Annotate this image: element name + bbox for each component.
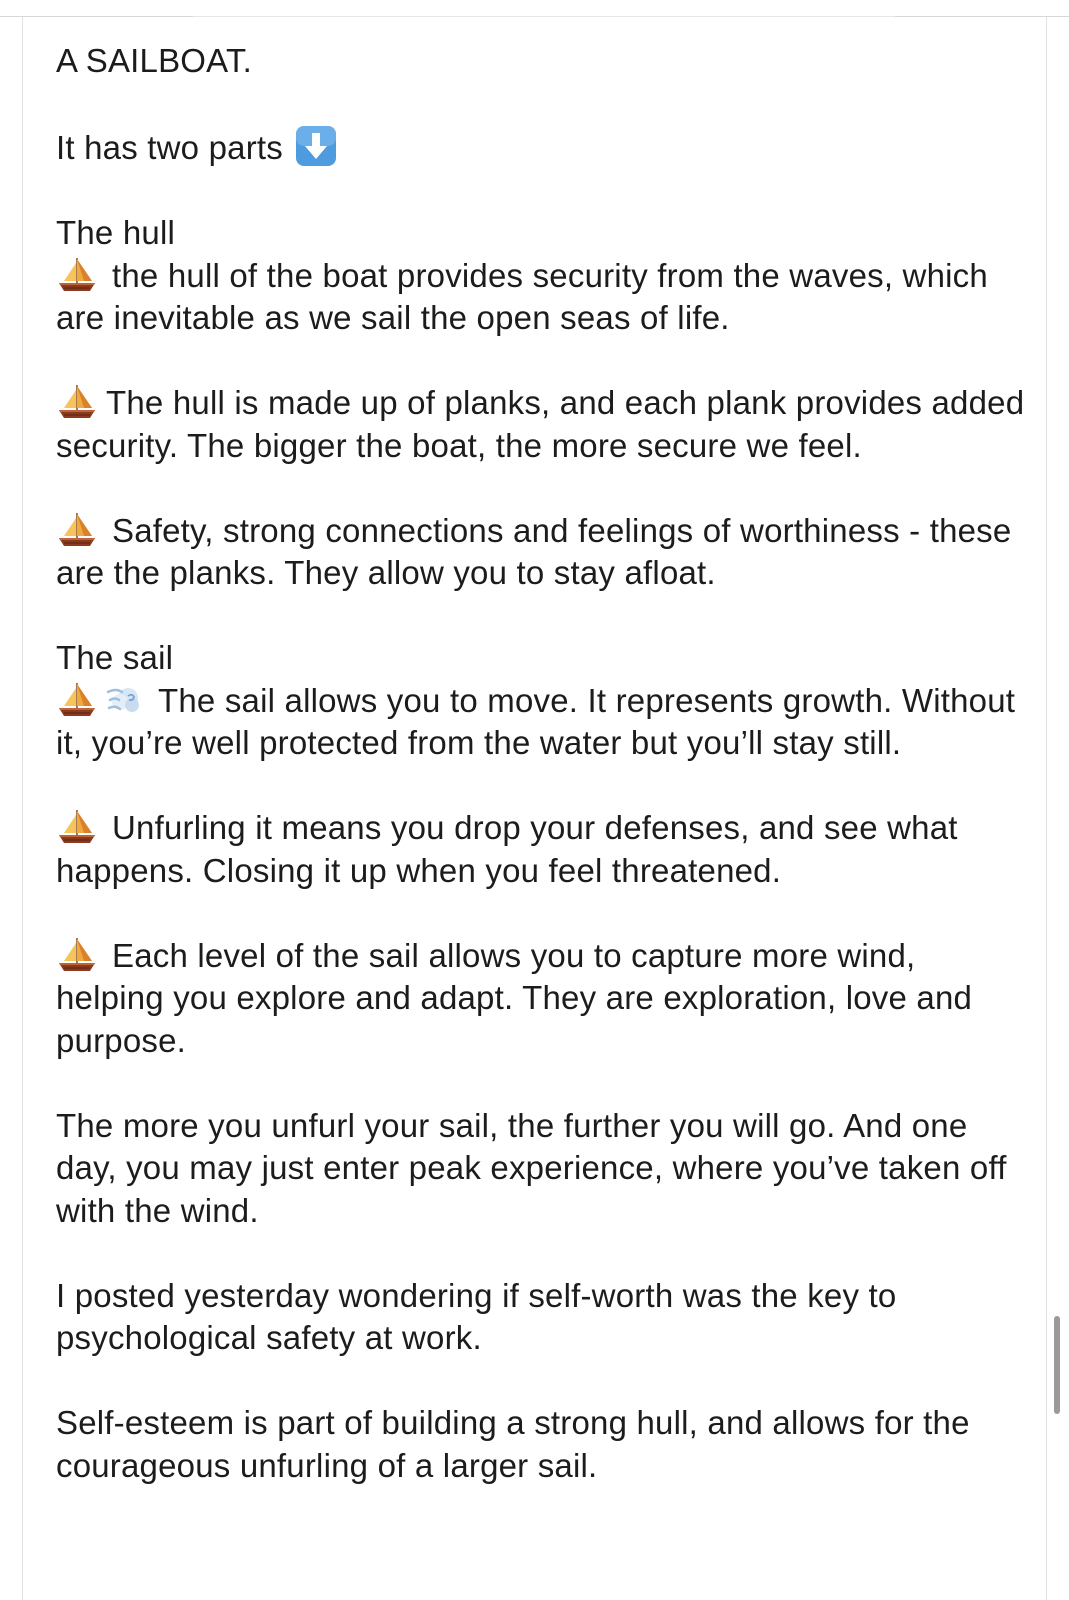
top-divider-highlight <box>193 16 895 17</box>
sail-point-2: Unfurling it means you drop your defenses, and see what happens. Closing it up when you feel threatened. <box>56 809 958 889</box>
sail-point-2-paragraph <box>56 807 1026 892</box>
post-title: A SAILBOAT. <box>56 42 253 79</box>
hull-point-1: the hull of the boat provides security from the waves, which are inevitable as we sail the open seas of life. <box>56 256 988 336</box>
intro-text: It has two parts <box>56 129 283 166</box>
intro-paragraph <box>56 125 1026 170</box>
closing-paragraph-1 <box>56 1105 1026 1233</box>
sail-point-1: The sail allows you to move. It represents growth. Without it, you’re well protected from the water but you’ll stay still. <box>56 681 1016 761</box>
sail-point-3: Each level of the sail allows you to capture more wind, helping you explore and adapt. They are exploration, love and purpose. <box>56 936 973 1059</box>
closing-text-3: Self-esteem is part of building a strong hull, and allows for the courageous unfurling of a larger sail. <box>56 1404 970 1484</box>
sailboat-icon <box>56 512 98 548</box>
post-title-paragraph <box>56 40 1026 83</box>
sailboat-icon <box>56 682 98 718</box>
sail-section <box>56 637 1026 765</box>
hull-point-3-paragraph <box>56 510 1026 595</box>
sailboat-icon <box>56 809 98 845</box>
sailboat-icon <box>56 257 98 293</box>
hull-section <box>56 212 1026 340</box>
closing-paragraph-2 <box>56 1275 1026 1360</box>
sail-point-3-paragraph <box>56 935 1026 1063</box>
hull-point-2: The hull is made up of planks, and each plank provides added security. The bigger the boat, the more secure we feel. <box>56 384 1025 464</box>
wind-face-icon <box>106 682 144 718</box>
hull-point-2-paragraph <box>56 382 1026 467</box>
closing-text-2: I posted yesterday wondering if self-worth was the key to psychological safety at work. <box>56 1276 897 1356</box>
hull-heading: The hull <box>56 214 176 251</box>
sailboat-icon <box>56 384 98 420</box>
scrollbar-thumb[interactable] <box>1054 1316 1060 1414</box>
hull-point-3: Safety, strong connections and feelings of worthiness - these are the planks. They allow you to stay afloat. <box>56 511 1012 591</box>
card-border-left <box>22 17 23 1600</box>
closing-paragraph-3 <box>56 1402 1026 1487</box>
closing-text-1: The more you unfurl your sail, the further you will go. And one day, you may just enter peak experience, where you’ve taken off with the wind. <box>56 1106 1007 1229</box>
post-body <box>56 40 1026 1487</box>
sail-heading: The sail <box>56 639 174 676</box>
top-divider <box>0 16 1069 17</box>
card-border-right <box>1046 17 1047 1600</box>
sailboat-icon <box>56 937 98 973</box>
down-arrow-icon <box>295 125 337 167</box>
